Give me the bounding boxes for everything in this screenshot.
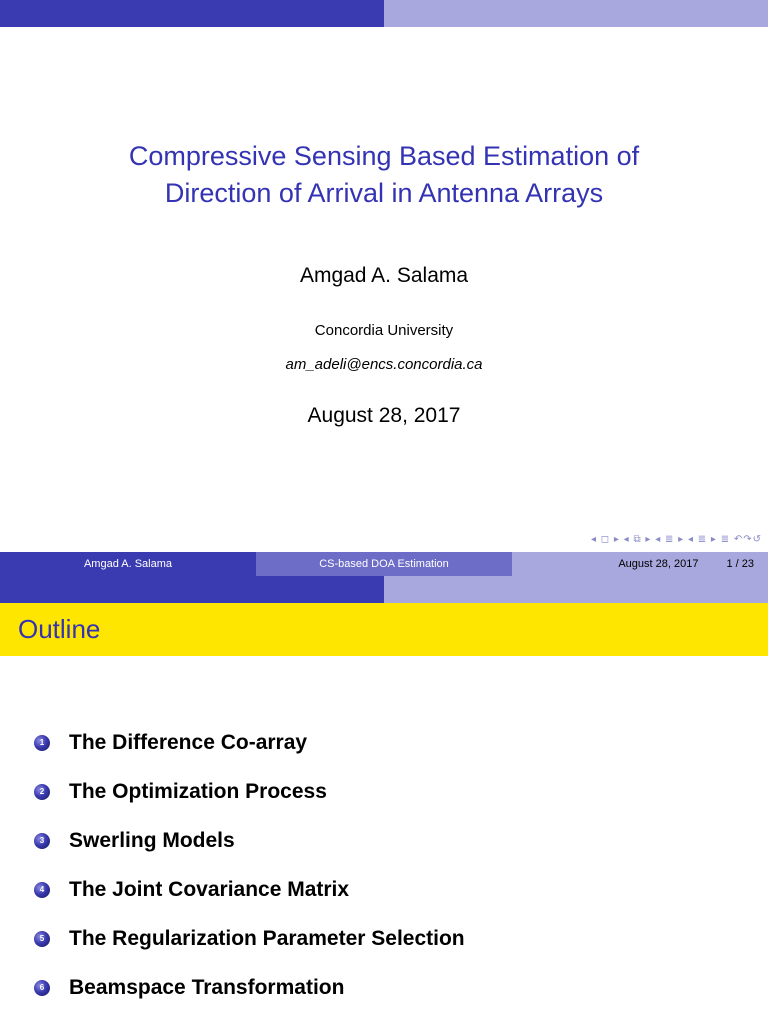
numbered-ball-icon: 6 bbox=[34, 980, 50, 996]
outline-item-label: Swerling Models bbox=[69, 828, 235, 852]
presentation-title bbox=[0, 138, 768, 212]
title-line-1: Compressive Sensing Based Estimation of bbox=[128, 141, 640, 171]
outline-item-label: The Optimization Process bbox=[69, 779, 327, 803]
outline-item-label: The Joint Covariance Matrix bbox=[69, 877, 350, 901]
numbered-ball-icon: 3 bbox=[34, 833, 50, 849]
frame-title-bar bbox=[0, 603, 768, 656]
institute-name: Concordia University bbox=[314, 322, 454, 339]
header-bar-light bbox=[384, 0, 768, 27]
beamer-navigation-icons[interactable]: ◂ ◻ ▸ ◂ ⧉ ▸ ◂ ≣ ▸ ◂ ≣ ▸ ≣ ↶↷↺ bbox=[591, 534, 762, 545]
list-item[interactable] bbox=[34, 767, 465, 816]
author-email: am_adeli@encs.concordia.ca bbox=[285, 356, 483, 373]
footer-date-page bbox=[512, 552, 768, 576]
numbered-ball-icon: 4 bbox=[34, 882, 50, 898]
footer-author bbox=[0, 552, 256, 576]
footer-date: August 28, 2017 bbox=[618, 558, 699, 570]
header-bar bbox=[0, 0, 768, 27]
outline-item-label: The Difference Co-array bbox=[69, 730, 308, 754]
presentation-date: August 28, 2017 bbox=[307, 404, 461, 427]
footer-short-title-text: CS-based DOA Estimation bbox=[319, 558, 449, 570]
outline-item-label: Beamspace Transformation bbox=[69, 975, 345, 999]
frame-title: Outline bbox=[18, 614, 101, 644]
header-bar bbox=[0, 576, 768, 603]
outline-item-label: The Regularization Parameter Selection bbox=[69, 926, 465, 950]
outline-slide bbox=[0, 576, 768, 1024]
header-bar-light bbox=[384, 576, 768, 603]
outline-list bbox=[34, 718, 465, 1012]
footer-short-title bbox=[256, 552, 512, 576]
header-bar-dark bbox=[0, 0, 384, 27]
list-item[interactable] bbox=[34, 914, 465, 963]
header-bar-dark bbox=[0, 576, 384, 603]
list-item[interactable] bbox=[34, 963, 465, 1012]
numbered-ball-icon: 5 bbox=[34, 931, 50, 947]
footer-author-text: Amgad A. Salama bbox=[83, 558, 173, 570]
list-item[interactable] bbox=[34, 718, 465, 767]
numbered-ball-icon: 1 bbox=[34, 735, 50, 751]
author-name: Amgad A. Salama bbox=[299, 264, 469, 287]
list-item[interactable] bbox=[34, 816, 465, 865]
title-line-2: Direction of Arrival in Antenna Arrays bbox=[164, 178, 604, 208]
list-item[interactable] bbox=[34, 865, 465, 914]
footer-bar bbox=[0, 552, 768, 576]
footer-page-number: 1 / 23 bbox=[726, 558, 754, 570]
numbered-ball-icon: 2 bbox=[34, 784, 50, 800]
